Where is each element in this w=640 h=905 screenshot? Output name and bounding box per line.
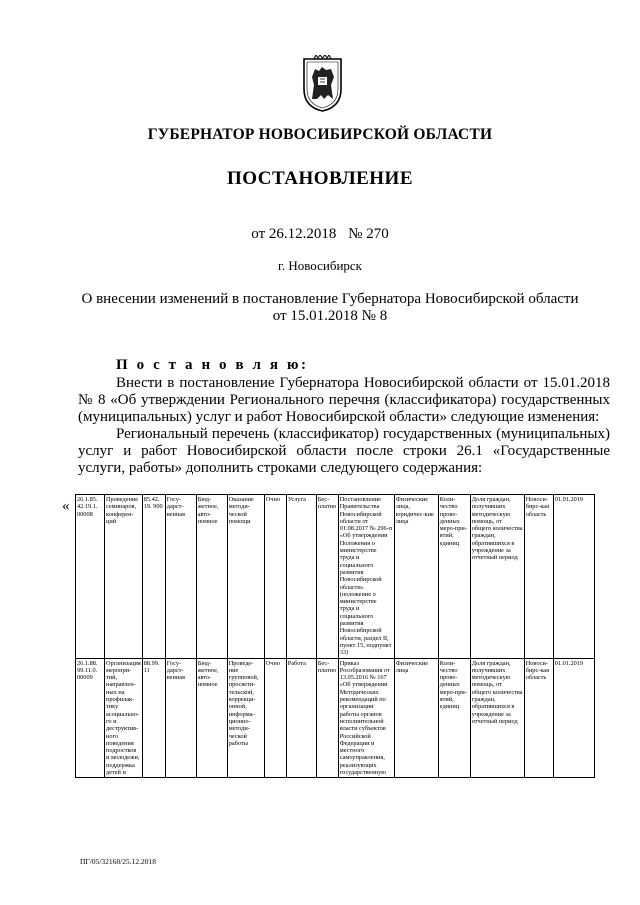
table-cell: Бюд-жетное, авто-номное <box>196 658 227 778</box>
city: г. Новосибирск <box>277 258 362 273</box>
table-cell: Оказание методи-ческой помощи <box>227 495 264 659</box>
register-table <box>75 494 595 778</box>
table-cell: Коли-чество прове-денных меро-при-ятий, единиц <box>438 495 470 659</box>
table-row <box>76 658 595 778</box>
table-cell: Работа <box>286 658 316 778</box>
table-cell: Бес-платно <box>316 658 338 778</box>
table-cell: 85.42. 19. 900 <box>142 495 165 659</box>
date-line <box>0 226 640 243</box>
table-row <box>76 495 595 659</box>
table-cell: Приказ Рособразования от 13.05.2016 № 167 «Об утверждении Методических рекомендаций по организации работы органов исполнительной власти субъектов Российской Федерации и местного самоуправления, реализующих государственную <box>338 658 394 778</box>
table-cell: 26.1.88. 99.11.0. 00009 <box>76 658 105 778</box>
issuing-authority: ГУБЕРНАТОР НОВОСИБИРСКОЙ ОБЛАСТИ <box>147 126 493 143</box>
table-cell: Новоси-бирс-кая область <box>524 495 553 659</box>
table-cell: Очно <box>264 495 286 659</box>
document-subject <box>70 291 590 325</box>
table-cell: Бюд-жетное, авто-номное <box>196 495 227 659</box>
table-cell: Постановление Правительства Новосибирской области от 01.08.2017 № 296-п «Об утверждении Положения о министерстве труда и социального развития Новосибирской области» (положение о министерстве труда и социального развития Новосибирской области, раздел II, пункт 15, подпункт 33) <box>338 495 394 659</box>
paragraph-1: Внести в постановление Губернатора Новосибирской области от 15.01.2018 № 8 «Об утверждении Регионального перечня (классификатора) государственных (муниципальных) услуг и работ Новосибирской области» следующие изменения: <box>78 375 610 425</box>
subject-line-1: О внесении изменений в постановление Губернатора Новосибирской области <box>81 291 579 307</box>
table-cell: Госу-дарст-венная <box>165 495 196 659</box>
document-date: от 26.12.2018 <box>251 226 337 242</box>
table-cell: 01.01.2019 <box>553 658 594 778</box>
table-cell: Новоси-бирс-кая область <box>524 658 553 778</box>
subject-line-2: от 15.01.2018 № 8 <box>272 308 388 324</box>
opening-quote: « <box>62 498 70 514</box>
table-cell: 26.1.85. 42.19.1. 00008 <box>76 495 105 659</box>
document-number: № 270 <box>348 226 389 242</box>
table-cell: 88.99. 11 <box>142 658 165 778</box>
table-cell: Очно <box>264 658 286 778</box>
table-cell: Бес-платно <box>316 495 338 659</box>
footer-code: ПГ/05/32168/25.12.2018 <box>80 857 157 866</box>
paragraph-2: Региональный перечень (классификатор) государственных (муниципальных) услуг и работ Новосибирской области после строки 26.1 «Государственные услуги, работы» дополнить строками следующего содержания: <box>78 426 610 476</box>
table-cell: Организация меропри-тий, направлен-ных на профилак-тику асоциально-го и деструктив-ного поведения подростков и молодежи, поддержка детей и <box>106 659 141 776</box>
table-cell: Физические лица, юридичес-кие лица <box>394 495 438 659</box>
resolve-heading: П о с т а н о в л я ю: <box>116 357 309 373</box>
table-cell: Коли-чество прове-денных меро-при-ятий, единиц <box>438 658 470 778</box>
table-cell: 01.01.2019 <box>553 495 594 659</box>
coat-of-arms-emblem <box>300 55 345 113</box>
table-cell: Проведе-ние групповой, просвети-тельской, коррекци-онной, информа-ционно-методи-ческой работы <box>227 658 264 778</box>
table-cell: Услуга <box>286 495 316 659</box>
table-cell: Доля граждан, получивших методическую помощь, от общего количества граждан, обратившихся в учреждение за отчетный период <box>470 658 524 778</box>
document-type: ПОСТАНОВЛЕНИЕ <box>226 168 414 189</box>
table-cell: Госу-дарст-венная <box>165 658 196 778</box>
table-cell: Физические лица <box>394 658 438 778</box>
table-cell: Доля граждан, получивших методическую помощь, от общего количества граждан, обратившихся в учреждение за отчетный период <box>470 495 524 659</box>
table-cell: Проведение семинаров, конферен-ций <box>105 495 143 659</box>
